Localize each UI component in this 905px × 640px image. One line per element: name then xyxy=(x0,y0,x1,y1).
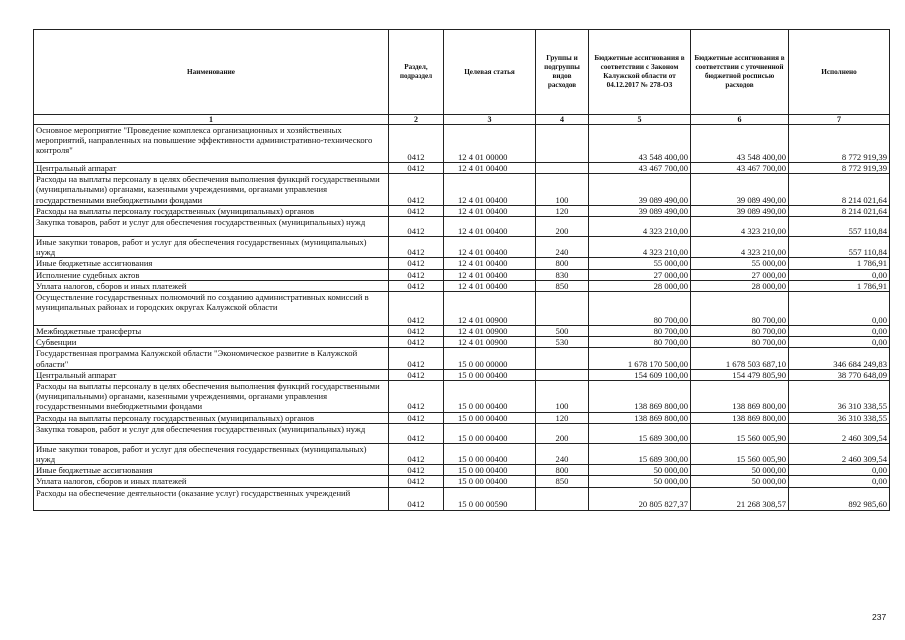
cell-budget-refined: 15 560 005,90 xyxy=(691,423,789,443)
cell-budget-refined: 43 548 400,00 xyxy=(691,125,789,163)
cell-expense-group: 240 xyxy=(536,237,589,258)
cell-budget-refined: 28 000,00 xyxy=(691,280,789,291)
cell-budget-refined: 15 560 005,90 xyxy=(691,443,789,464)
cell-target-article: 12 4 01 00400 xyxy=(444,205,536,216)
cell-name: Центральный аппарат xyxy=(34,163,389,174)
cell-name: Расходы на выплаты персоналу государственных (муниципальных) органов xyxy=(34,412,389,423)
cell-expense-group xyxy=(536,348,589,369)
cell-executed: 2 460 309,54 xyxy=(789,423,890,443)
cell-executed: 8 214 021,64 xyxy=(789,174,890,206)
cell-budget-refined: 50 000,00 xyxy=(691,465,789,476)
cell-expense-group: 850 xyxy=(536,280,589,291)
cell-name: Расходы на выплаты персоналу государственных (муниципальных) органов xyxy=(34,205,389,216)
page-number: 237 xyxy=(872,612,887,622)
cell-target-article: 15 0 00 00400 xyxy=(444,465,536,476)
cell-budget-refined: 80 700,00 xyxy=(691,337,789,348)
cell-expense-group xyxy=(536,487,589,510)
cell-expense-group: 200 xyxy=(536,217,589,237)
cell-expense-group xyxy=(536,125,589,163)
cell-executed: 8 772 919,39 xyxy=(789,125,890,163)
table-row xyxy=(34,163,890,174)
cell-budget-law: 80 700,00 xyxy=(589,292,691,326)
cell-executed: 0,00 xyxy=(789,326,890,337)
cell-budget-refined: 4 323 210,00 xyxy=(691,237,789,258)
cell-expense-group: 200 xyxy=(536,423,589,443)
cell-section: 0412 xyxy=(389,423,444,443)
cell-name: Центральный аппарат xyxy=(34,369,389,380)
cell-executed: 892 985,60 xyxy=(789,487,890,510)
cell-section: 0412 xyxy=(389,280,444,291)
cell-section: 0412 xyxy=(389,269,444,280)
cell-section: 0412 xyxy=(389,348,444,369)
table-row xyxy=(34,217,890,237)
cell-section: 0412 xyxy=(389,443,444,464)
cell-name: Уплата налогов, сборов и иных платежей xyxy=(34,280,389,291)
cell-budget-law: 39 089 490,00 xyxy=(589,174,691,206)
cell-budget-refined: 154 479 805,90 xyxy=(691,369,789,380)
cell-target-article: 12 4 01 00400 xyxy=(444,163,536,174)
column-number: 1 xyxy=(34,115,389,125)
table-row xyxy=(34,348,890,369)
table-row xyxy=(34,465,890,476)
column-number: 6 xyxy=(691,115,789,125)
cell-name: Субвенции xyxy=(34,337,389,348)
cell-name: Расходы на выплаты персоналу в целях обеспечения выполнения функций государственными (муниципальными) органами, казенными учреждениями, органами управления государственными внебюджетными фондами xyxy=(34,381,389,413)
cell-section: 0412 xyxy=(389,487,444,510)
cell-budget-law: 154 609 100,00 xyxy=(589,369,691,380)
cell-section: 0412 xyxy=(389,237,444,258)
cell-section: 0412 xyxy=(389,381,444,413)
cell-executed: 557 110,84 xyxy=(789,237,890,258)
table-row xyxy=(34,337,890,348)
cell-name: Иные закупки товаров, работ и услуг для обеспечения государственных (муниципальных) нужд xyxy=(34,237,389,258)
cell-executed: 0,00 xyxy=(789,269,890,280)
cell-budget-law: 4 323 210,00 xyxy=(589,237,691,258)
cell-name: Осуществление государственных полномочий по созданию административных комиссий в муниципальных районах и городских округах Калужской области xyxy=(34,292,389,326)
cell-target-article: 15 0 00 00400 xyxy=(444,476,536,487)
cell-target-article: 12 4 01 00900 xyxy=(444,326,536,337)
header-row xyxy=(34,30,890,115)
cell-budget-law: 4 323 210,00 xyxy=(589,217,691,237)
cell-name: Исполнение судебных актов xyxy=(34,269,389,280)
budget-execution-table xyxy=(33,29,890,511)
cell-budget-law: 50 000,00 xyxy=(589,465,691,476)
cell-section: 0412 xyxy=(389,163,444,174)
table-row xyxy=(34,205,890,216)
cell-target-article: 15 0 00 00400 xyxy=(444,443,536,464)
cell-budget-refined: 80 700,00 xyxy=(691,292,789,326)
cell-target-article: 12 4 01 00900 xyxy=(444,337,536,348)
cell-section: 0412 xyxy=(389,217,444,237)
cell-name: Основное мероприятие "Проведение комплекса организационных и хозяйственных мероприятий, направленных на повышение эффективности административно-технического контроля" xyxy=(34,125,389,163)
cell-budget-law: 39 089 490,00 xyxy=(589,205,691,216)
cell-name: Закупка товаров, работ и услуг для обеспечения государственных (муниципальных) нужд xyxy=(34,217,389,237)
cell-target-article: 15 0 00 00400 xyxy=(444,423,536,443)
cell-name: Межбюджетные трансферты xyxy=(34,326,389,337)
cell-expense-group: 120 xyxy=(536,412,589,423)
cell-expense-group: 850 xyxy=(536,476,589,487)
cell-budget-law: 20 805 827,37 xyxy=(589,487,691,510)
cell-expense-group: 830 xyxy=(536,269,589,280)
cell-budget-law: 43 467 700,00 xyxy=(589,163,691,174)
cell-budget-law: 80 700,00 xyxy=(589,337,691,348)
table-row xyxy=(34,487,890,510)
cell-budget-refined: 39 089 490,00 xyxy=(691,205,789,216)
cell-section: 0412 xyxy=(389,337,444,348)
cell-expense-group: 120 xyxy=(536,205,589,216)
cell-budget-refined: 39 089 490,00 xyxy=(691,174,789,206)
cell-budget-refined: 50 000,00 xyxy=(691,476,789,487)
cell-name: Иные бюджетные ассигнования xyxy=(34,258,389,269)
cell-section: 0412 xyxy=(389,476,444,487)
cell-section: 0412 xyxy=(389,465,444,476)
header-target: Целевая статья xyxy=(444,30,536,115)
cell-executed: 0,00 xyxy=(789,476,890,487)
cell-expense-group xyxy=(536,292,589,326)
cell-budget-law: 15 689 300,00 xyxy=(589,423,691,443)
column-number: 3 xyxy=(444,115,536,125)
cell-target-article: 12 4 01 00400 xyxy=(444,269,536,280)
table-row xyxy=(34,476,890,487)
cell-expense-group: 500 xyxy=(536,326,589,337)
cell-executed: 1 786,91 xyxy=(789,280,890,291)
table-row xyxy=(34,326,890,337)
cell-budget-refined: 4 323 210,00 xyxy=(691,217,789,237)
cell-budget-law: 15 689 300,00 xyxy=(589,443,691,464)
header-budget-law: Бюджетные ассигнования в соответствии с Законом Калужской области от 04.12.2017 № 278-ОЗ xyxy=(589,30,691,115)
cell-executed: 2 460 309,54 xyxy=(789,443,890,464)
cell-target-article: 15 0 00 00590 xyxy=(444,487,536,510)
cell-executed: 38 770 648,09 xyxy=(789,369,890,380)
table-body xyxy=(34,125,890,511)
cell-expense-group: 800 xyxy=(536,465,589,476)
cell-budget-refined: 80 700,00 xyxy=(691,326,789,337)
cell-target-article: 12 4 01 00000 xyxy=(444,125,536,163)
cell-executed: 346 684 249,83 xyxy=(789,348,890,369)
cell-section: 0412 xyxy=(389,412,444,423)
cell-budget-refined: 138 869 800,00 xyxy=(691,412,789,423)
table-row xyxy=(34,258,890,269)
cell-budget-law: 138 869 800,00 xyxy=(589,381,691,413)
header-name: Наименование xyxy=(34,30,389,115)
cell-section: 0412 xyxy=(389,326,444,337)
cell-target-article: 15 0 00 00000 xyxy=(444,348,536,369)
cell-target-article: 12 4 01 00400 xyxy=(444,280,536,291)
cell-executed: 8 772 919,39 xyxy=(789,163,890,174)
cell-section: 0412 xyxy=(389,369,444,380)
cell-budget-law: 55 000,00 xyxy=(589,258,691,269)
cell-budget-law: 80 700,00 xyxy=(589,326,691,337)
cell-budget-law: 1 678 170 500,00 xyxy=(589,348,691,369)
header-budget-refined: Бюджетные ассигнования в соответствии с уточненной бюджетной росписью расходов xyxy=(691,30,789,115)
cell-name: Государственная программа Калужской области "Экономическое развитие в Калужской области" xyxy=(34,348,389,369)
cell-expense-group: 100 xyxy=(536,381,589,413)
cell-budget-law: 50 000,00 xyxy=(589,476,691,487)
header-groups: Группы и подгруппы видов расходов xyxy=(536,30,589,115)
cell-expense-group: 100 xyxy=(536,174,589,206)
column-number: 7 xyxy=(789,115,890,125)
cell-executed: 0,00 xyxy=(789,337,890,348)
cell-section: 0412 xyxy=(389,174,444,206)
header-section: Раздел, подраздел xyxy=(389,30,444,115)
cell-budget-law: 43 548 400,00 xyxy=(589,125,691,163)
cell-budget-refined: 21 268 308,57 xyxy=(691,487,789,510)
cell-executed: 8 214 021,64 xyxy=(789,205,890,216)
table-row xyxy=(34,174,890,206)
cell-budget-law: 138 869 800,00 xyxy=(589,412,691,423)
cell-name: Расходы на выплаты персоналу в целях обеспечения выполнения функций государственными (муниципальными) органами, казенными учреждениями, органами управления государственными внебюджетными фондами xyxy=(34,174,389,206)
cell-executed: 1 786,91 xyxy=(789,258,890,269)
header-executed: Исполнено xyxy=(789,30,890,115)
column-number: 4 xyxy=(536,115,589,125)
table-row xyxy=(34,443,890,464)
cell-executed: 36 310 338,55 xyxy=(789,412,890,423)
cell-section: 0412 xyxy=(389,205,444,216)
cell-executed: 0,00 xyxy=(789,292,890,326)
cell-target-article: 12 4 01 00400 xyxy=(444,174,536,206)
table-row xyxy=(34,412,890,423)
cell-expense-group: 800 xyxy=(536,258,589,269)
cell-budget-law: 27 000,00 xyxy=(589,269,691,280)
budget-execution-table-container xyxy=(33,29,889,584)
cell-name: Иные закупки товаров, работ и услуг для обеспечения государственных (муниципальных) нужд xyxy=(34,443,389,464)
cell-name: Закупка товаров, работ и услуг для обеспечения государственных (муниципальных) нужд xyxy=(34,423,389,443)
cell-executed: 0,00 xyxy=(789,465,890,476)
cell-name: Уплата налогов, сборов и иных платежей xyxy=(34,476,389,487)
column-number: 2 xyxy=(389,115,444,125)
cell-target-article: 12 4 01 00400 xyxy=(444,217,536,237)
table-row xyxy=(34,369,890,380)
cell-executed: 557 110,84 xyxy=(789,217,890,237)
cell-target-article: 12 4 01 00900 xyxy=(444,292,536,326)
cell-budget-refined: 138 869 800,00 xyxy=(691,381,789,413)
table-row xyxy=(34,292,890,326)
cell-section: 0412 xyxy=(389,292,444,326)
cell-target-article: 12 4 01 00400 xyxy=(444,258,536,269)
cell-expense-group xyxy=(536,163,589,174)
cell-target-article: 15 0 00 00400 xyxy=(444,412,536,423)
cell-expense-group: 530 xyxy=(536,337,589,348)
table-row xyxy=(34,269,890,280)
table-row xyxy=(34,381,890,413)
cell-budget-law: 28 000,00 xyxy=(589,280,691,291)
column-number: 5 xyxy=(589,115,691,125)
table-row xyxy=(34,280,890,291)
cell-budget-refined: 27 000,00 xyxy=(691,269,789,280)
cell-budget-refined: 43 467 700,00 xyxy=(691,163,789,174)
cell-name: Иные бюджетные ассигнования xyxy=(34,465,389,476)
cell-target-article: 15 0 00 00400 xyxy=(444,381,536,413)
cell-expense-group: 240 xyxy=(536,443,589,464)
cell-budget-refined: 1 678 503 687,10 xyxy=(691,348,789,369)
table-row xyxy=(34,423,890,443)
cell-budget-refined: 55 000,00 xyxy=(691,258,789,269)
cell-expense-group xyxy=(536,369,589,380)
cell-target-article: 15 0 00 00400 xyxy=(444,369,536,380)
cell-section: 0412 xyxy=(389,125,444,163)
cell-executed: 36 310 338,55 xyxy=(789,381,890,413)
cell-section: 0412 xyxy=(389,258,444,269)
column-number-row xyxy=(34,115,890,125)
cell-name: Расходы на обеспечение деятельности (оказание услуг) государственных учреждений xyxy=(34,487,389,510)
table-row xyxy=(34,125,890,163)
cell-target-article: 12 4 01 00400 xyxy=(444,237,536,258)
table-row xyxy=(34,237,890,258)
